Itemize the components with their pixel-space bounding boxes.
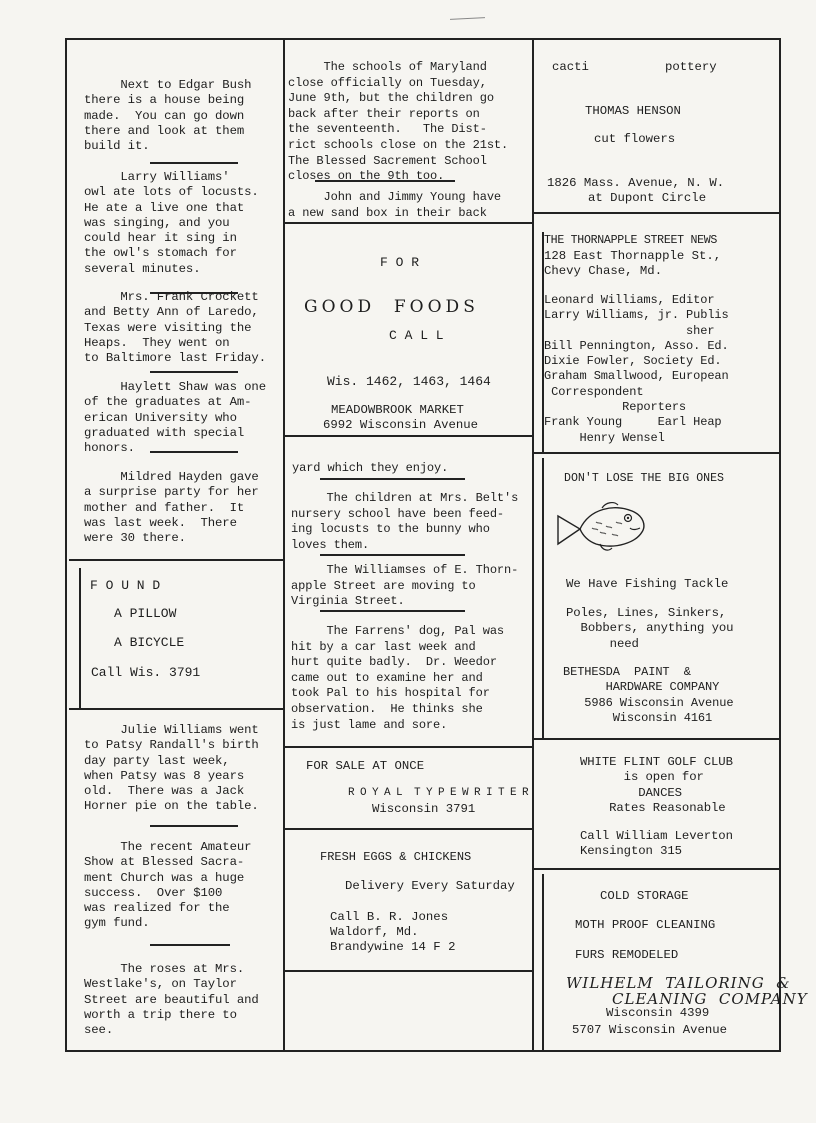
box-rule [69, 708, 283, 710]
ad-headline: GOOD FOODS [304, 297, 479, 317]
ad-line: FRESH EGGS & CHICKENS [320, 850, 472, 864]
story-roses: The roses at Mrs. Westlake's, on Taylor Street are beautiful and worth a trip there to see. [84, 962, 259, 1038]
story-rule [320, 610, 465, 612]
company-signature: WILHELM TAILORING & [566, 974, 791, 992]
story-amateur: The recent Amateur Show at Blessed Sacra- ment Church was a huge success. Over $100 was realized for the gym fund. [84, 840, 252, 931]
section-rule [533, 212, 779, 214]
ad-for: F O R [380, 255, 420, 270]
fish-icon [556, 498, 648, 558]
column-divider-1 [283, 38, 285, 1052]
border-top [65, 38, 781, 40]
masthead-staff: Leonard Williams, Editor Larry Williams, jr. Publis sher Bill Pennington, Asso. Ed. Dixie Fowler, Society Ed. Graham Smallwood, European Correspondent Reporters Frank Young Earl Heap Henry Wensel [544, 293, 729, 445]
border-bottom [65, 1050, 781, 1052]
story-farrens: The Farrens' dog, Pal was hit by a car last week and hurt quite badly. Dr. Weedor came out to examine her and took Pal to his hospital for observation. He thinks she is just lame and sore. [291, 624, 505, 732]
box-rule [79, 568, 81, 708]
ad-address: 6992 Wisconsin Avenue [323, 418, 478, 432]
ad-line: 1826 Mass. Avenue, N. W. [547, 176, 725, 190]
story-rule [150, 162, 238, 164]
box-rule [542, 458, 544, 738]
story-sandbox-cont: yard which they enjoy. [292, 461, 449, 475]
story-rule [150, 944, 230, 946]
ad-phones: Wis. 1462, 1463, 1464 [327, 374, 491, 389]
story-rule [150, 371, 238, 373]
section-rule [284, 435, 532, 437]
ad-line: We Have Fishing Tackle [566, 577, 729, 591]
section-rule [284, 970, 532, 972]
found-item: A PILLOW [114, 606, 177, 621]
story-hayden: Mildred Hayden gave a surprise party for her mother and father. It was last week. There were 30 there. [84, 470, 259, 546]
ad-line: Call B. R. Jones [330, 910, 449, 924]
section-rule [284, 828, 532, 830]
ad-line: Delivery Every Saturday [345, 879, 515, 893]
ad-line: Waldorf, Md. [330, 925, 419, 939]
section-rule [533, 738, 779, 740]
found-title: F O U N D [90, 578, 161, 593]
column-divider-2 [532, 38, 534, 1052]
company-signature: CLEANING COMPANY [612, 990, 808, 1008]
story-julie: Julie Williams went to Patsy Randall's birth day party last week, when Patsy was 8 years old. There was a Jack Horner pie on the table. [84, 723, 259, 814]
ad-line: cacti [552, 60, 589, 74]
ad-line: at Dupont Circle [588, 191, 707, 205]
paper-mark [450, 17, 485, 20]
ad-headline: DON'T LOSE THE BIG ONES [564, 472, 725, 485]
ad-line: pottery [665, 60, 717, 74]
ad-line: COLD STORAGE [600, 889, 689, 903]
section-rule [533, 868, 779, 870]
story-shaw: Haylett Shaw was one of the graduates at Am- erican University who graduated with special honors. [84, 380, 266, 456]
ad-line: THOMAS HENSON [585, 104, 681, 118]
story-rule [320, 478, 465, 480]
box-rule [69, 559, 283, 561]
masthead-title: THE THORNAPPLE STREET NEWS [544, 234, 718, 247]
border-left [65, 38, 67, 1052]
ad-call: C A L L [389, 328, 444, 343]
ad-line: cut flowers [594, 132, 676, 146]
box-rule [542, 874, 544, 1050]
found-contact: Call Wis. 3791 [91, 665, 201, 680]
story-sandbox: John and Jimmy Young have a new sand box in their back [288, 190, 502, 220]
section-rule [284, 746, 532, 748]
story-williamses: The Williamses of E. Thorn- apple Street are moving to Virginia Street. [291, 563, 519, 609]
ad-line: 5707 Wisconsin Avenue [572, 1023, 727, 1037]
ad-store: MEADOWBROOK MARKET [331, 403, 464, 417]
ad-contact: Call William Leverton Kensington 315 [580, 829, 733, 859]
ad-line: FURS REMODELED [575, 948, 679, 962]
ad-line: Brandywine 14 F 2 [330, 940, 456, 954]
story-crockett: Mrs. Frank Crockett and Betty Ann of Laredo, Texas were visiting the Heaps. They went on to Baltimore last Friday. [84, 290, 266, 366]
found-item: A BICYCLE [114, 635, 185, 650]
ad-line: Poles, Lines, Sinkers, Bobbers, anything you need [566, 606, 734, 651]
section-rule [533, 452, 779, 454]
story-belt: The children at Mrs. Belt's nursery school have been feed- ing locusts to the bunny who loves them. [291, 491, 519, 552]
story-schools: The schools of Maryland close officially on Tuesday, June 9th, but the children go back after their reports on the seventeenth. The Dist- rict schools close on the 21st. The Blessed Sacrement School closes on the 9th too. [288, 60, 509, 184]
story-rule [150, 825, 238, 827]
section-rule [284, 222, 532, 224]
ad-line: MOTH PROOF CLEANING [575, 918, 716, 932]
story-bush: Next to Edgar Bush there is a house being made. You can go down there and look at them build it. [84, 78, 252, 154]
story-owl: Larry Williams' owl ate lots of locusts. He ate a live one that was singing, and you could hear it sing in the owl's stomach for several minutes. [84, 170, 259, 276]
ad-line: R O Y A L T Y P E W R I T E R [348, 787, 529, 799]
ad-line: Wisconsin 4399 [606, 1006, 710, 1020]
border-right [779, 38, 781, 1052]
ad-line: FOR SALE AT ONCE [306, 759, 425, 773]
story-rule [320, 554, 465, 556]
ad-company: BETHESDA PAINT & HARDWARE COMPANY 5986 Wisconsin Avenue Wisconsin 4161 [563, 665, 734, 725]
ad-text: WHITE FLINT GOLF CLUB is open for DANCES Rates Reasonable [580, 755, 733, 815]
masthead-address: Chevy Chase, Md. [544, 264, 663, 278]
masthead-address: 128 East Thornapple St., [544, 249, 722, 263]
ad-line: Wisconsin 3791 [372, 802, 476, 816]
